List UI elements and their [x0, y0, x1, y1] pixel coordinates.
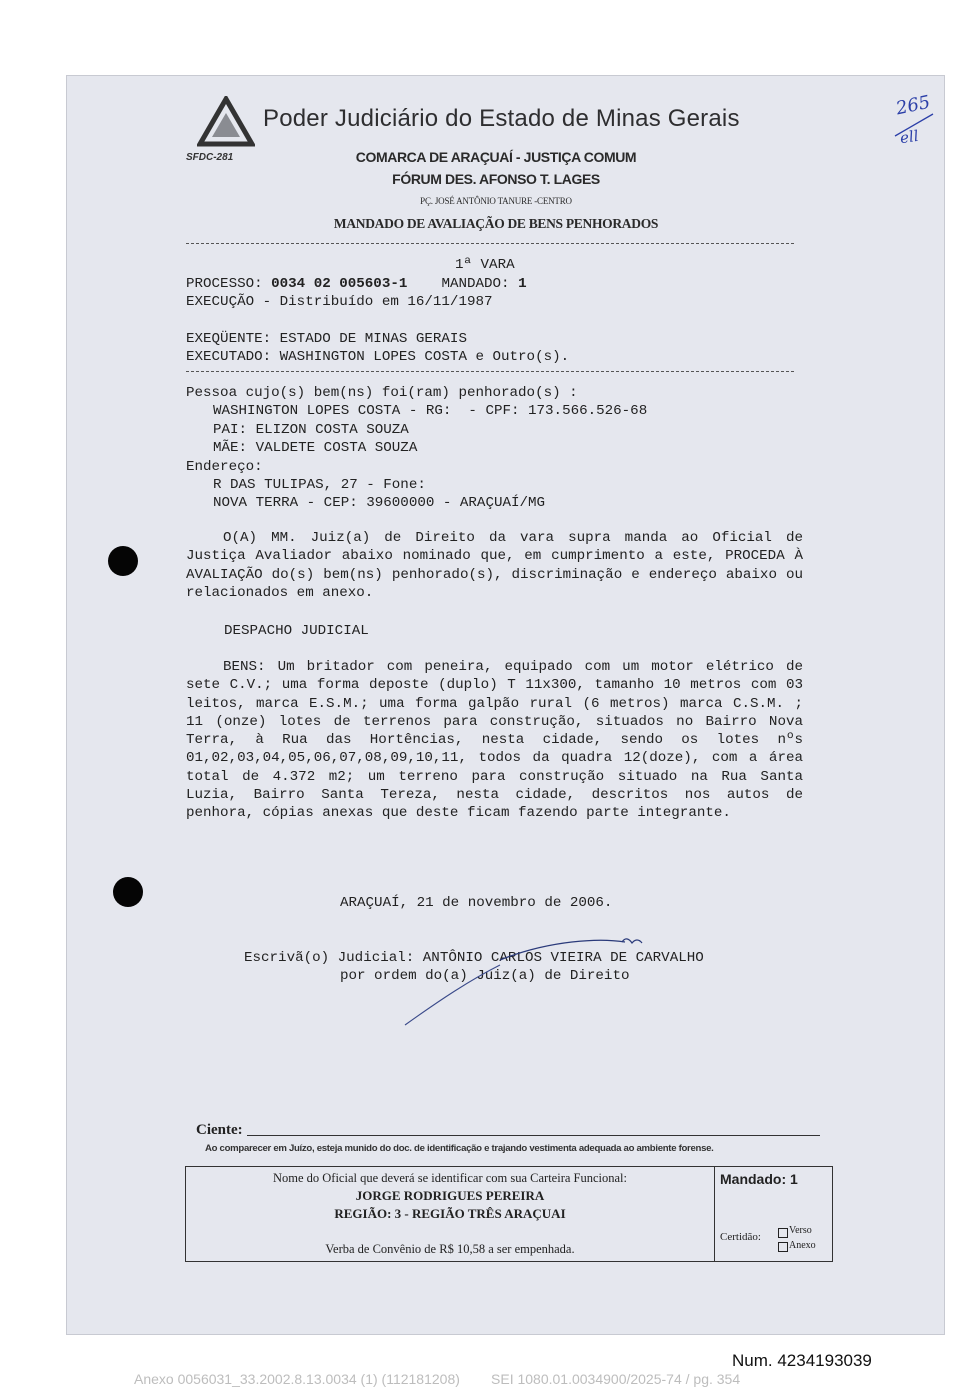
handwritten-initials: ell [898, 126, 920, 148]
forum-address: PÇ. JOSÉ ANTÔNIO TANURE -CENTRO [420, 196, 572, 206]
footer-reference: Anexo 0056031_33.2002.8.13.0034 (1) (112181208) SEI 1080.01.0034900/2025-74 / pg. 354 [134, 1371, 741, 1387]
mandado-number: 1 [518, 276, 527, 292]
ciente-signature-line [247, 1135, 820, 1136]
ciente-label: Ciente: [196, 1122, 243, 1138]
bens-paragraph: BENS: Um britador com peneira, equipado com um motor elétrico de sete C.V.; uma forma deposte (duplo) T 11x300, tamanho 10 metros com 03 leitos, marca E.S.M.; uma forma galpão rural (6 metros) marca C.S.M. ; 11 (onze) lotes de terrenos para construção, situados no Bairro Nova Terra, à Rua das Hortências, nesta cidade, sendo os lotes nºs 01,02,03,04,05,06,07,08,09,10,11, todos da quadra 12(doze), com a área total de 4.372 m2; um terreno para construção situado na Rua Santa Luzia, Bairro Santa Tereza, nesta cidade, descritos nos autos de penhora, cópias anexas que deste ficam fazendo parte integrante. [186, 659, 803, 822]
executado-line: EXECUTADO: WASHINGTON LOPES COSTA e Outro(s). [186, 349, 570, 365]
box-divider [714, 1167, 715, 1261]
officer-label: Nome do Oficial que deverá se identificar com sua Carteira Funcional: [272, 1171, 628, 1185]
execucao-line: EXECUÇÃO - Distribuído em 16/11/1987 [186, 294, 493, 310]
officer-name: JORGE RODRIGUES PEREIRA [355, 1188, 545, 1203]
anexo-checkbox[interactable] [778, 1242, 788, 1252]
address-label: Endereço: [186, 459, 263, 475]
verba-line: Verba de Convênio de R$ 10,58 a ser empenhada. [325, 1242, 575, 1256]
verso-label: Verso [789, 1225, 812, 1236]
mandado-label: MANDADO: [441, 276, 510, 292]
document-title: MANDADO DE AVALIAÇÃO DE BENS PENHORADOS [333, 216, 659, 231]
punch-hole-bottom [113, 877, 143, 907]
separator-line [186, 371, 794, 372]
officer-region: REGIÃO: 3 - REGIÃO TRÊS ARAÇUAI [334, 1206, 566, 1221]
person-intro: Pessoa cujo(s) bem(ns) foi(ram) penhorado(s) : [186, 385, 578, 401]
court-logo-icon [197, 96, 255, 148]
escriva-line: Escrivã(o) Judicial: ANTÔNIO CARLOS VIEIRA DE CARVALHO [244, 950, 704, 966]
processo-number: 0034 02 005603-1 [271, 276, 408, 292]
punch-hole-top [108, 546, 138, 576]
processo-label: PROCESSO: [186, 276, 263, 292]
mandado-box-label: Mandado: 1 [720, 1171, 798, 1187]
despacho-heading: DESPACHO JUDICIAL [224, 623, 369, 639]
document-number: Num. 4234193039 [732, 1351, 872, 1370]
processo-line [186, 275, 527, 293]
exequente-line: EXEQÜENTE: ESTADO DE MINAS GERAIS [186, 331, 467, 347]
forum-heading: FÓRUM DES. AFONSO T. LAGES [392, 171, 600, 187]
city-line: NOVA TERRA - CEP: 39600000 - ARAÇUAÍ/MG [213, 495, 546, 511]
separator-line [186, 243, 794, 244]
certidao-label: Certidão: [720, 1231, 761, 1243]
mother-line: MÃE: VALDETE COSTA SOUZA [213, 440, 418, 456]
court-name: Poder Judiciário do Estado de Minas Gerais [263, 105, 740, 132]
attire-warning: Ao comparecer em Juízo, esteja munido do doc. de identificação e trajando vestimenta adequada ao ambiente forense. [205, 1143, 714, 1154]
person-name-line: WASHINGTON LOPES COSTA - RG: - CPF: 173.566.526-68 [213, 403, 648, 419]
ordem-line: por ordem do(a) Juiz(a) de Direito [340, 968, 630, 984]
verso-checkbox[interactable] [778, 1228, 788, 1238]
anexo-label: Anexo [789, 1240, 816, 1251]
comarca-heading: COMARCA DE ARAÇUAÍ - JUSTIÇA COMUM [355, 149, 637, 165]
signature-icon [400, 930, 670, 1030]
handwritten-page-number: 265 [894, 91, 933, 120]
date-line: ARAÇUAÍ, 21 de novembro de 2006. [340, 895, 613, 911]
officer-box [185, 1166, 833, 1262]
street-line: R DAS TULIPAS, 27 - Fone: [213, 477, 426, 493]
order-paragraph: O(A) MM. Juiz(a) de Direito da vara supra manda ao Oficial de Justiça Avaliador abaixo nominado que, em cumprimento a este, PROCEDA À AVALIAÇÃO do(s) bem(ns) penhorado(s), discriminação e endereço abaixo ou relacionados em anexo. [186, 530, 803, 601]
form-code: SFDC-281 [186, 152, 234, 163]
father-line: PAI: ELIZON COSTA SOUZA [213, 422, 409, 438]
vara-label: 1ª VARA [455, 257, 515, 273]
